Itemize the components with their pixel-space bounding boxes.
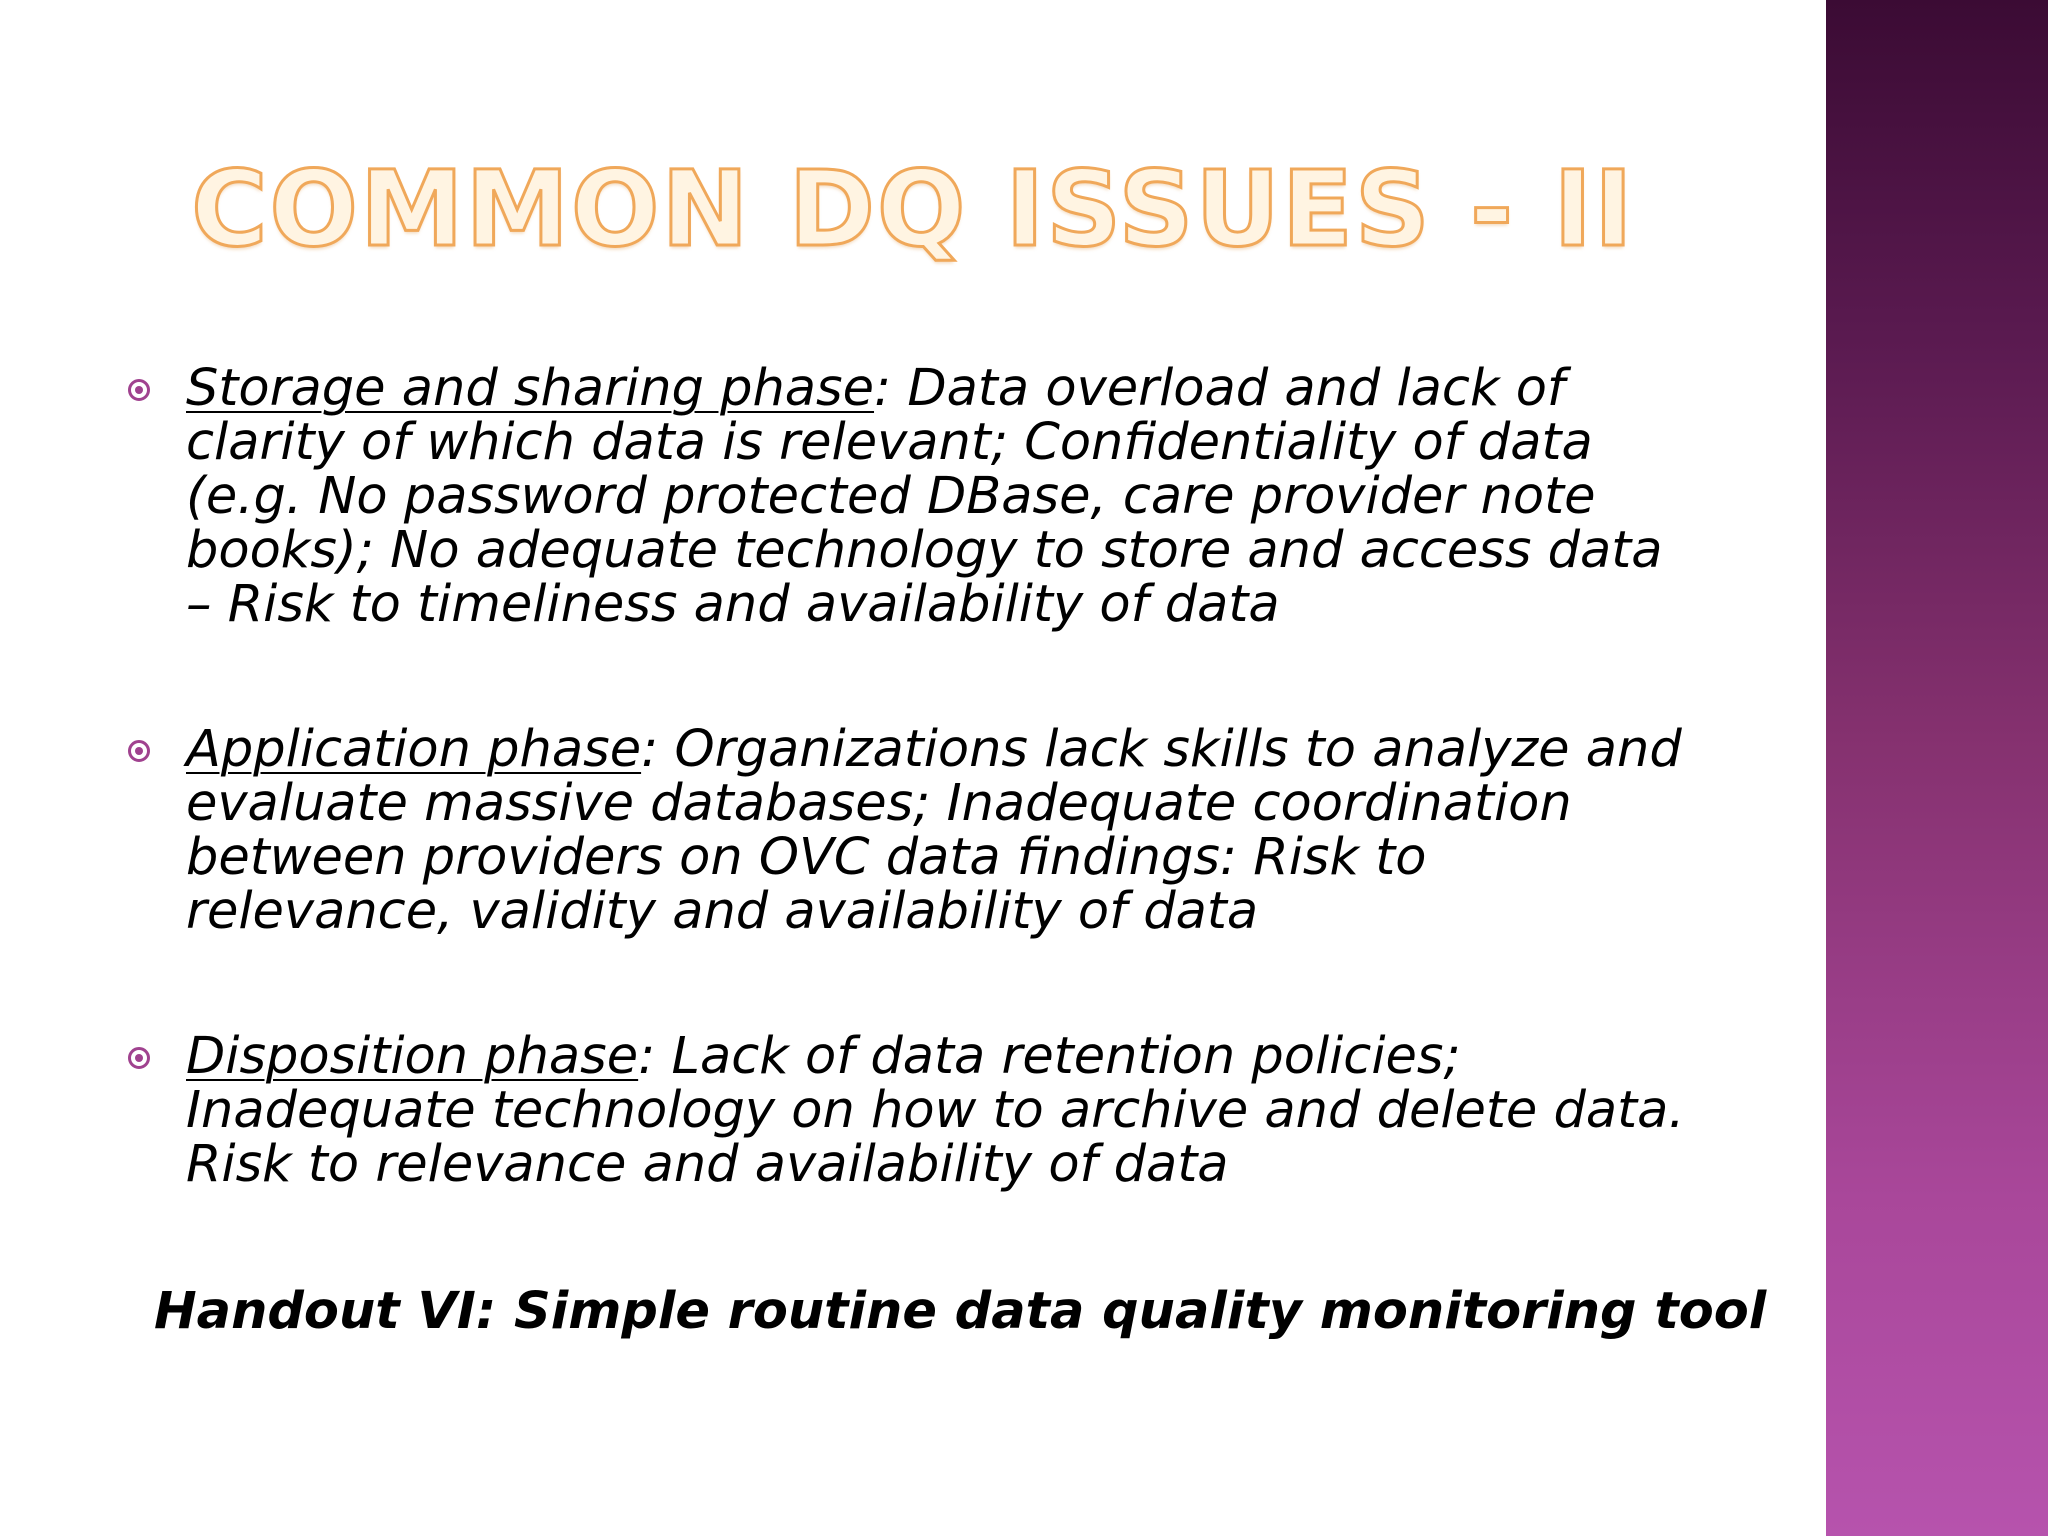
- slide-title: COMMON DQ ISSUES - II: [191, 148, 1635, 270]
- handout-reference: Handout VI: Simple routine data quality monitoring tool: [154, 1282, 1767, 1341]
- bullet-application: [128, 720, 1688, 941]
- phase-label: Application phase: [186, 720, 642, 779]
- decorative-side-band: [1826, 0, 2048, 1536]
- bullet-marker-icon: [128, 379, 150, 401]
- bullet-list: [128, 359, 1688, 1194]
- bullet-marker-icon: [128, 1047, 150, 1069]
- bullet-disposition: [128, 1027, 1688, 1194]
- bullet-storage-sharing: [128, 359, 1688, 634]
- bullet-text: : Lack of data retention policies; Inadequate technology on how to archive and delete data. Risk to relevance and availability of data: [186, 1027, 1685, 1194]
- phase-label: Storage and sharing phase: [186, 359, 875, 418]
- phase-label: Disposition phase: [186, 1027, 639, 1086]
- bullet-marker-icon: [128, 740, 150, 762]
- bullet-text: : Organizations lack skills to analyze and evaluate massive databases; Inadequate coordination between providers on OVC data findings: Risk to relevance, validity and availability of data: [186, 720, 1682, 941]
- bullet-text: : Data overload and lack of clarity of which data is relevant; Confidentiality of data (e.g. No password protected DBase, care provider note books); No adequate technology to store and access data – Risk to timeliness and availability of data: [186, 359, 1663, 634]
